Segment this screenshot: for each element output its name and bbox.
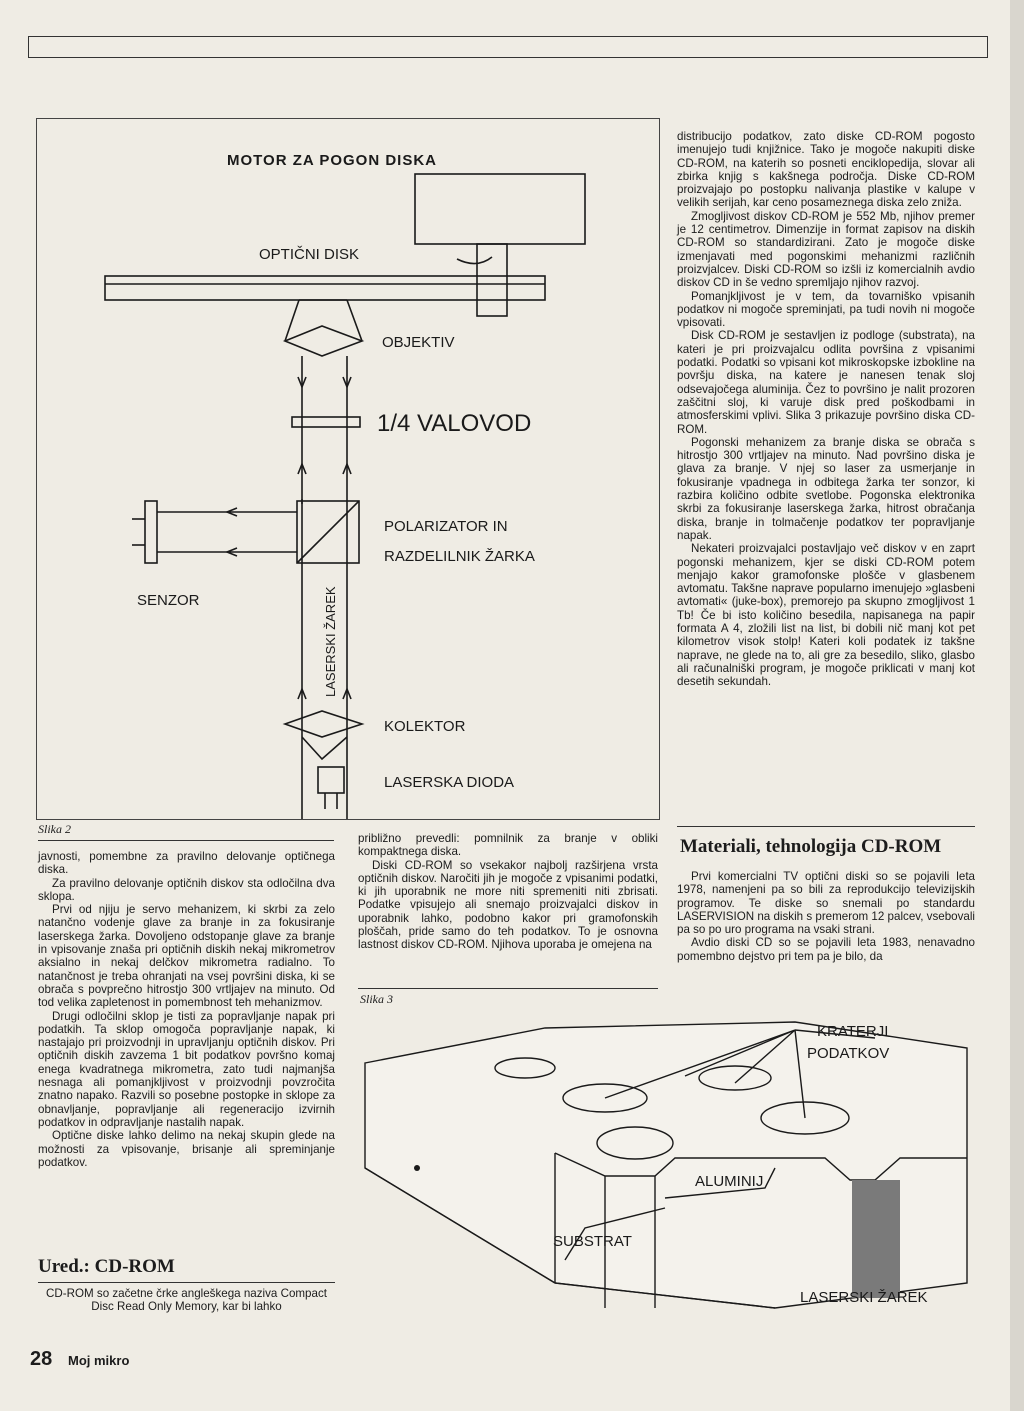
optical-disk	[105, 276, 545, 300]
figure-2-diagram	[36, 118, 660, 820]
paragraph: CD-ROM so začetne črke angleškega naziva Compact Disc Read Only Memory, kar bi lahko	[46, 1287, 327, 1314]
paragraph: Zmogljivost diskov CD-ROM je 552 Mb, njihov premer je 12 centimetrov. Dimenzije in format zapisov na diskih CD-ROM so standardizirani. Zato je mogoče diske izmenjavati med pogonskimi mehanizmi različnih proizvjalcev. Diski CD-ROM so izšli iz komercialnih avdio diskov CD in še vedno spremljajo njihov razvoj.	[677, 209, 975, 290]
motor-box	[415, 174, 585, 244]
collector-label: KOLEKTOR	[384, 718, 466, 735]
optical-drive-diagram	[37, 119, 659, 819]
paragraph: Pomanjkljivost je v tem, da tovarniško vpisanih podatkov ni mogoče spreminjati, pa tudi novih ni mogoče vpisovati.	[677, 289, 975, 330]
paragraph: distribucijo podatkov, zato diske CD-ROM pogosto imenujejo tudi knjižnice. Tako je mogoče nakupiti diske CD-ROM, na katerih so posneti enciklopedija, slovar ali zbirka knjig s kakšnega področja. Diske CD-ROM proizvajajo po postopku nalivanja plastike v kalupe v velikih serijah, kar ceno posameznega diska zelo zniža.	[677, 130, 975, 210]
right-column	[677, 130, 975, 688]
paragraph: Drugi odločilni sklop je tisti za popravljanje napak pri podatkih. Ta sklop omogoča popravljanje napak, ki nastajajo pri proizvodnji in upravljanju optičnih diskov. Pri optičnih diskih zavzema 1 bit podatkov površno komaj enega kvadratnega mikrometra, zato tudi najmanjša nesnaga ali pomanjkljivost v proizvodnji povzročita znatno napako. Razvili so posebne postopke in sklope za obnavljanje, popravljanje ali regeneracijo izvirnih podatkov in odpravljanje nastalih napak.	[38, 1009, 335, 1129]
laser-label: LASERSKI ŽAREK	[800, 1289, 928, 1306]
laser-diode-box	[318, 767, 344, 793]
objective-lens	[285, 326, 362, 356]
spindle	[477, 244, 507, 316]
beam-label: LASERSKI ŽAREK	[323, 586, 338, 697]
materials-heading: Materiali, tehnologija CD-ROM	[680, 836, 942, 857]
paragraph: Disk CD-ROM je sestavljen iz podloge (substrata), na kateri je pri proizvajalcu odlita površina z vpisanimi podatki. Podatki so vpisani kot mikroskopske izbokline na površju diska, na katere je nanesen tenak sloj odsevajočega aluminija. Čez to površino je nalit prozoren zaščitni sloj, ki varuje disk pred poškodbami in atmosferskimi vplivi. Slika 3 prikazuje površino diska CD-ROM.	[677, 329, 975, 436]
craters-label-2: PODATKOV	[807, 1045, 890, 1062]
paragraph: Optične diske lahko delimo na nekaj skupin glede na možnosti za vpisovanje, brisanje ali spreminjanje podatkov.	[38, 1129, 335, 1169]
objective-label: OBJEKTIV	[382, 334, 455, 351]
paragraph: javnosti, pomembne za pravilno delovanje optičnega diska.	[38, 850, 335, 877]
paragraph: Diski CD-ROM so vsekakor najbolj razširjena vrsta optičnih diskov. Naročiti jih je mogoče z vpisanimi podatki, ki jih uporabnik ne more niti spremeniti niti zbrisati. Podatke vpisujejo ali snemajo proizvajalci diskov in uporabnik lahko, podobno kakor pri gramofonskih ploščah, pride samo do teh podatkov. To je osnovna lastnost diskov CD-ROM. Njihova uporaba je omejena na	[358, 858, 658, 952]
middle-column	[358, 832, 658, 952]
sensor-label: SENZOR	[137, 592, 200, 609]
waveplate-label: 1/4 VALOVOD	[377, 410, 532, 437]
figure-3-caption: Slika 3	[360, 992, 393, 1006]
laser-beam-shading	[852, 1180, 900, 1298]
disk-label: OPTIČNI DISK	[259, 246, 360, 263]
disk-surface-diagram	[355, 1008, 980, 1318]
substrate-label: SUBSTRAT	[553, 1233, 632, 1250]
page-edge	[1010, 0, 1024, 1411]
figure-2-caption: Slika 2	[38, 822, 71, 836]
paragraph: Pogonski mehanizem za branje diska se obrača s hitrostjo 300 vrtljajev na minuto. Nad površino diska je glava za branje. V njej so laser za usmerjanje in fokusiranje vpadnega in odbitega žarka ter sonzor, ki razbira količino odbite svetlobe. Pogonska elektronika skrbi za fokusiranje laserskega žarka, hitrost obračanja diska, branje in tolmačenje podatkov ter popravljanje napak.	[677, 435, 975, 542]
left-column	[38, 850, 335, 1169]
ured-rule	[38, 1282, 335, 1283]
aluminium-label: ALUMINIJ	[695, 1173, 764, 1190]
column-rule	[358, 988, 658, 989]
polarizer-label-1: POLARIZATOR IN	[384, 518, 508, 535]
magazine-name: Moj mikro	[68, 1353, 130, 1368]
paragraph: približno prevedli: pomnilnik za branje v obliki kompaktnega diska.	[358, 832, 658, 859]
page-number: 28	[30, 1348, 53, 1370]
collector-lens	[285, 711, 362, 737]
paragraph: Prvi od njiju je servo mehanizem, ki skrbi za zelo natančno vodenje glave za branje in za fokusiranje laserskega žarka. Dovoljeno odstopanje glave za branje in vpisovanje znaša pri optičnih diskih nekaj mikrometrov aksialno in nekaj delčkov mikrometra radialno. To natančnost je treba ohranjati na vsej površini diska, ki se obrača s povprečno hitrostjo 300 vrtljajev na minuto. Od tod velika zapletenost in pomembnost teh mehanizmov.	[38, 903, 335, 1010]
ured-heading: Ured.: CD-ROM	[38, 1256, 175, 1277]
caption-rule	[38, 840, 334, 841]
paragraph: Nekateri proizvajalci postavljajo več diskov v en zaprt pogonski mehanizem, kjer se diski CD-ROM potem menjajo kakor gramofonske plošče v glasbenem avtomatu. Takšne naprave popularno imenujejo »glasbeni avtomati« (juke-box), premorejo pa skupno zmogljivost 1 Tb! Če bi isto količino besedila, napisanega na papir formata A 4, zložili list na list, bi dobili nič manj kot pet kilometrov visok stolp! Kateri koli podatek iz takšne naprave, ne glede na to, ali gre za besedilo, sliko, glasbo ali računalniški program, je mogoče priklicati v manj kot desetih sekundah.	[677, 542, 975, 689]
section-rule	[677, 826, 975, 827]
diode-label: LASERSKA DIODA	[384, 774, 515, 791]
motor-label: MOTOR ZA POGON DISKA	[227, 152, 438, 169]
paragraph: Prvi komercialni TV optični diski so se pojavili leta 1978, namenjeni pa so bili za reprodukcijo televizijskih programov. Te diske so snemali po standardu LASERVISION na diskih s premerom 12 palcev, vsebovali pa so po uro programa na vsaki strani.	[677, 870, 975, 937]
figure-3-diagram	[355, 1008, 980, 1318]
craters-label-1: KRATERJI	[817, 1023, 889, 1040]
header-box	[28, 36, 988, 58]
polarizer-label-2: RAZDELILNIK ŽARKA	[384, 548, 535, 565]
paragraph: Avdio diski CD so se pojavili leta 1983, nenavadno pomembno dejstvo pri tem pa je bilo, da	[677, 936, 975, 963]
sensor-plate	[145, 501, 157, 563]
materials-text	[677, 870, 975, 963]
paragraph: Za pravilno delovanje optičnih diskov sta odločilna dva sklopa.	[38, 876, 335, 903]
ured-text	[38, 1287, 335, 1314]
